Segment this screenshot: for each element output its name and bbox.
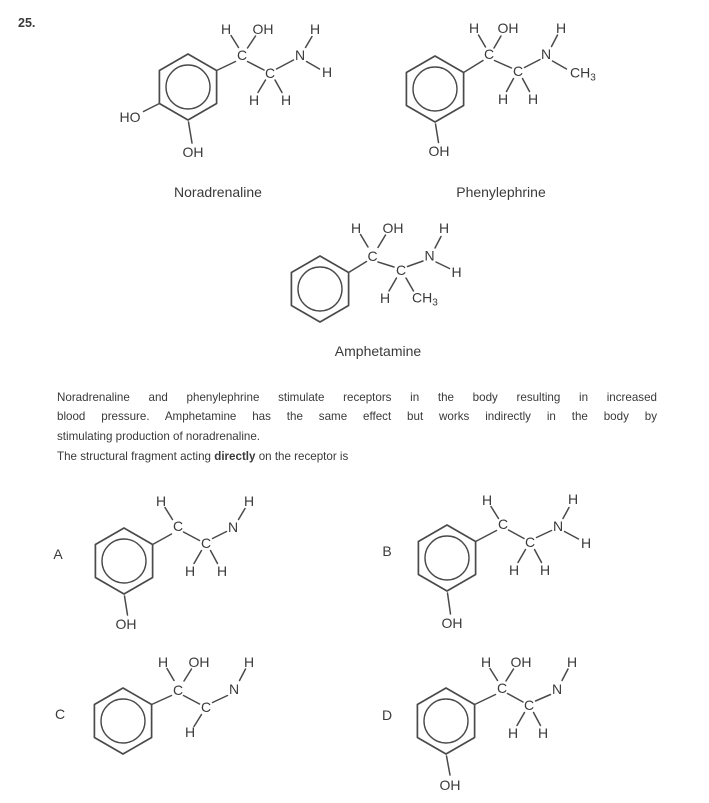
atom-label-oh: OH [252, 21, 274, 37]
aromatic-circle [298, 267, 342, 311]
atom-label-c: C [200, 535, 212, 551]
prompt-bold-word: directly [214, 450, 256, 464]
bond [476, 531, 497, 542]
atom-label-n: N [540, 46, 552, 62]
benzene-ring [95, 528, 152, 594]
atom-label-h: H [438, 220, 450, 236]
atom-label-h: H [309, 21, 321, 37]
intro-line-3: stimulating production of noradrenaline. [57, 429, 261, 443]
atom-label-h: H [216, 563, 228, 579]
bond [378, 235, 386, 248]
atom-label-c: C [395, 262, 407, 278]
bond [307, 62, 320, 70]
atom-label-h: H [184, 563, 196, 579]
bond [535, 550, 542, 563]
bond [436, 124, 439, 143]
option-letter-b: B [382, 543, 392, 559]
option-letter-d: D [381, 707, 393, 723]
atom-label-c: C [264, 65, 276, 81]
bond [184, 696, 200, 705]
aromatic-circle [425, 536, 469, 580]
atom-label-c: C [200, 699, 212, 715]
bond [125, 596, 128, 615]
atom-label-n: N [551, 681, 563, 697]
bond [553, 61, 567, 69]
question-intro [57, 388, 657, 467]
bond [258, 80, 266, 93]
structure-option-d [382, 654, 577, 793]
atom-label-h: H [480, 654, 492, 670]
bond [490, 669, 498, 681]
molecule-name-phenylephrine: Phenylephrine [456, 184, 546, 200]
bond [306, 37, 313, 48]
bond [277, 60, 294, 69]
atom-label-c: C [236, 47, 248, 63]
atom-label-h: H [527, 91, 539, 107]
atom-label-n: N [228, 681, 240, 697]
structure-noradrenaline [120, 21, 333, 200]
benzene-ring [417, 688, 474, 754]
aromatic-circle [166, 65, 210, 109]
atom-label-h: H [243, 493, 255, 509]
atom-label-ch3: $CH_3$ [412, 289, 438, 309]
bond [144, 104, 160, 112]
atom-label-h: H [539, 562, 551, 578]
bond [475, 695, 496, 705]
atom-label-n: N [424, 247, 435, 264]
bond [189, 122, 193, 143]
atom-label-h: H [580, 535, 592, 551]
bond [361, 235, 369, 248]
bond [194, 551, 202, 564]
atom-label-ch3: $CH_3$ [570, 64, 596, 84]
atom-label-c: C [483, 46, 495, 62]
atom-label-h: H [468, 20, 480, 36]
atom-label-h: H [350, 220, 362, 236]
bond [211, 551, 218, 564]
atom-label-c: C [524, 534, 536, 550]
structure-phenylephrine [406, 20, 596, 200]
molecule-name-noradrenaline: Noradrenaline [174, 184, 262, 200]
bond [435, 237, 441, 249]
aromatic-circle [101, 699, 145, 743]
bond [184, 532, 200, 541]
atom-label-oh: OH [497, 20, 519, 36]
bond [447, 756, 451, 775]
bond [248, 36, 256, 48]
atom-label-h: H [280, 92, 292, 108]
atom-label-oh: OH [428, 143, 450, 159]
benzene-ring [94, 688, 151, 754]
atom-label-h: H [567, 491, 579, 507]
bond [552, 35, 558, 47]
atom-label-n: N [294, 47, 306, 63]
aromatic-circle [424, 699, 468, 743]
bond [152, 696, 172, 705]
bond [349, 262, 367, 273]
molecule-name-amphetamine: Amphetamine [334, 343, 422, 359]
atom-label-oh: OH [441, 615, 463, 631]
question-prompt [57, 447, 657, 466]
atom-label-h: H [248, 92, 260, 108]
atom-label-h: H [157, 654, 169, 670]
bond [509, 530, 525, 539]
bond [537, 531, 552, 538]
bond [464, 61, 483, 73]
bond [213, 696, 228, 703]
bond [507, 79, 514, 92]
bond [525, 60, 541, 68]
aromatic-circle [413, 67, 457, 111]
atom-label-c: C [512, 63, 524, 79]
prompt-text-before: The structural fragment acting [57, 450, 215, 464]
benzene-ring [159, 54, 216, 120]
bond [565, 532, 579, 540]
aromatic-circle [102, 539, 146, 583]
atom-label-c: C [496, 680, 508, 696]
atom-label-c: C [172, 518, 184, 534]
bond [153, 534, 172, 545]
bond [240, 669, 246, 681]
atom-label-oh: OH [382, 220, 404, 236]
atom-label-h: H [321, 64, 333, 80]
bond [495, 61, 512, 69]
bond [518, 550, 526, 563]
bond [217, 62, 236, 71]
bond [536, 695, 551, 702]
intro-line-1: Noradrenaline and phenylephrine stimulate receptors in the body resulting in increased [57, 391, 657, 404]
bond [448, 593, 451, 614]
option-letter-c: C [54, 706, 66, 722]
bond [563, 508, 569, 519]
question-number: 25. [18, 16, 36, 30]
atom-label-h: H [537, 725, 549, 741]
atom-label-h: H [508, 562, 520, 578]
bond [184, 669, 192, 681]
atom-label-h: H [184, 724, 196, 740]
option-letter-a: A [53, 546, 63, 562]
atom-label-oh: OH [115, 616, 137, 632]
atom-label-n: N [552, 518, 564, 534]
bond [239, 509, 246, 520]
benzene-ring [418, 525, 475, 591]
benzene-ring [406, 56, 463, 122]
atom-label-ho: HO [119, 109, 141, 125]
bond [506, 669, 514, 681]
structure-option-c [55, 654, 254, 754]
prompt-text-after: on the receptor is [255, 450, 349, 464]
atom-label-oh: OH [188, 654, 210, 670]
bond [194, 715, 202, 727]
bond [517, 713, 525, 726]
atom-label-h: H [155, 493, 167, 509]
atom-label-h: H [243, 654, 255, 670]
intro-line-2: blood pressure. Amphetamine has the same effect but works indirectly in the body by [57, 410, 657, 424]
structure-option-a [53, 493, 254, 632]
atom-label-oh: OH [182, 144, 204, 160]
bond [389, 278, 397, 291]
structure-amphetamine [291, 220, 461, 359]
bond [508, 694, 524, 703]
atom-label-c: C [523, 697, 535, 713]
bond [275, 80, 282, 93]
bond [248, 62, 265, 71]
benzene-ring [291, 256, 348, 322]
atom-label-oh: OH [510, 654, 532, 670]
atom-label-h: H [481, 492, 493, 508]
atom-label-c: C [367, 248, 378, 264]
atom-label-n: N [227, 519, 239, 535]
atom-label-oh: OH [439, 777, 461, 793]
bond [213, 532, 227, 539]
atom-label-h: H [220, 21, 232, 37]
bond [167, 669, 174, 681]
atom-label-h: H [497, 91, 509, 107]
bond [165, 508, 173, 520]
bond [436, 262, 450, 269]
atom-label-h: H [555, 20, 567, 36]
bond [523, 79, 530, 92]
atom-label-c: C [172, 682, 184, 698]
bond [562, 669, 568, 681]
bond [408, 261, 424, 267]
bond [534, 713, 541, 726]
atom-label-h: H [379, 290, 391, 306]
atom-label-h: H [507, 725, 519, 741]
bond [231, 36, 239, 48]
atom-label-h: H [451, 264, 462, 280]
structure-option-b [382, 491, 591, 631]
bond [378, 262, 394, 267]
bond [494, 36, 501, 48]
atom-label-c: C [497, 516, 509, 532]
atom-label-h: H [566, 654, 578, 670]
